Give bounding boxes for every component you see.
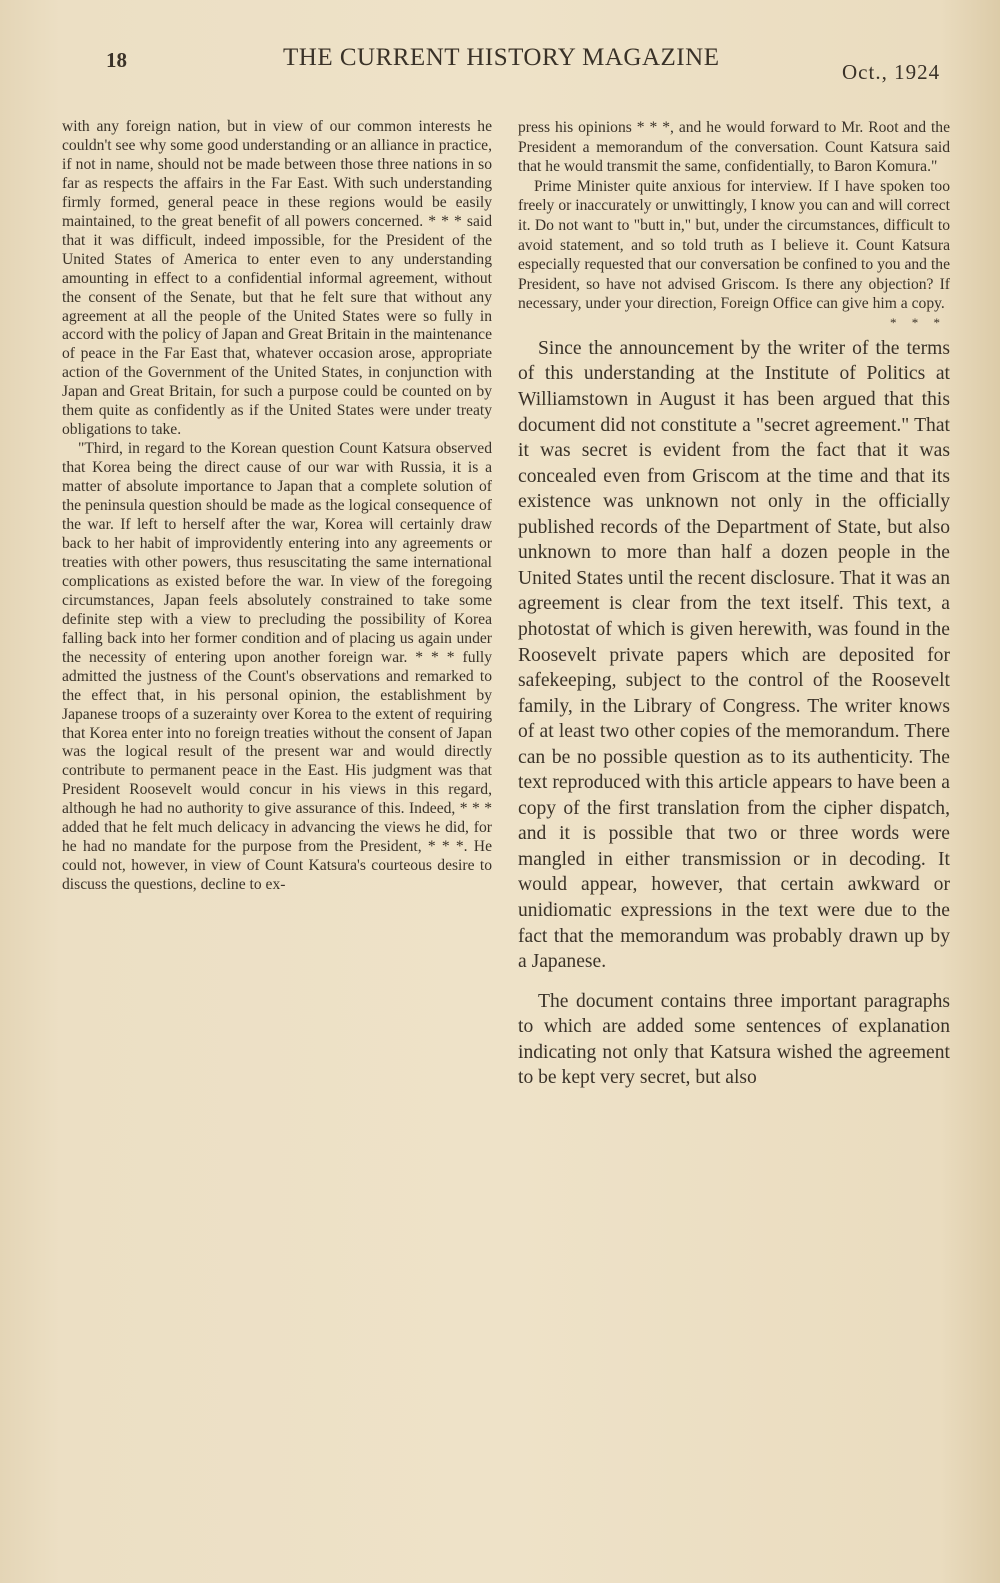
page-number: 18 bbox=[106, 48, 127, 72]
right-column bbox=[518, 118, 950, 1091]
issue-date: Oct., 1924 bbox=[842, 60, 941, 84]
section-break-asterisks: * * * bbox=[890, 314, 946, 330]
page-header bbox=[0, 40, 1000, 90]
quote-paragraph-2: Prime Minister quite anxious for interview. If I have spoken too freely or inaccurately or unwittingly, I know you can and will correct it. Do not want to "butt in," but, under the circumstances, difficult to avoid statement, and so told truth as I believe it. Count Katsura especially requested that our conversation be confined to you and the President, so have not advised Griscom. Is there any objection? If necessary, under your direction, Foreign Office can give him a copy. bbox=[518, 177, 950, 313]
quote-paragraph-1: press his opinions * * *, and he would forward to Mr. Root and the President a memorandum of the conversation. Count Katsura said that he would transmit the same, confidentially, to Baron Komura." bbox=[518, 119, 950, 176]
magazine-title: THE CURRENT HISTORY MAGAZINE bbox=[283, 44, 720, 71]
left-column bbox=[62, 118, 492, 895]
article-paragraph-1: Since the announcement by the writer of the terms of this understanding at the Institute of Politics at Williamstown in August it has been argued that this document did not constitute a "secret agreement." That it was secret is evident from the fact that it was concealed even from Griscom at the time and that its existence was unknown not only in the officially published records of the Department of State, but also unknown to more than half a dozen people in the United States until the recent disclosure. That it was an agreement is clear from the text itself. This text, a photostat of which is given herewith, was found in the Roosevelt private papers which are deposited for safekeeping, subject to the control of the Roosevelt family, in the Library of Congress. The writer knows of at least two other copies of the memorandum. There can be no possible question as to its authenticity. The text reproduced with this article appears to have been a copy of the first translation from the cipher dispatch, and it is possible that two or three words were mangled in either transmission or in decoding. It would appear, however, that certain awkward or unidiomatic expressions in the text were due to the fact that the memorandum was probably drawn up by a Japanese. bbox=[518, 337, 950, 973]
left-paragraph-1: with any foreign nation, but in view of our common interests he couldn't see why some good understanding or an alliance in practice, if not in name, should not be made between those three nations in so far as respects the affairs in the Far East. With such understanding firmly formed, general peace in these regions would be easily maintained, to the great benefit of all powers concerned. * * * said that it was difficult, indeed impossible, for the President of the United States of America to enter even to any understanding amounting in effect to a confidential informal agreement, without the consent of the Senate, but that he felt sure that without any agreement at all the people of the United States were so fully in accord with the policy of Japan and Great Britain in the maintenance of peace in the Far East that, whatever occasion arose, appropriate action of the Government of the United States, in conjunction with Japan and Great Britain, for such a purpose could be counted on by them quite as confidently as if the United States were under treaty obligations to take. bbox=[62, 118, 492, 439]
article-paragraph-2: The document contains three important paragraphs to which are added some sentences of explanation indicating not only that Katsura wished the agreement to be kept very secret, but also bbox=[518, 990, 950, 1089]
left-paragraph-2: "Third, in regard to the Korean question Count Katsura observed that Korea being the direct cause of our war with Russia, it is a matter of absolute importance to Japan that a complete solution of the peninsula question should be made as the logical consequence of the war. If left to herself after the war, Korea will certainly draw back to her habit of improvidently entering into any agreements or treaties with other powers, thus resuscitating the same international complications as existed before the war. In view of the foregoing circumstances, Japan feels absolutely constrained to take some definite step with a view to precluding the possibility of Korea falling back into her former condition and of placing us again under the necessity of entering upon another foreign war. * * * fully admitted the justness of the Count's observations and remarked to the effect that, in his personal opinion, the establishment by Japanese troops of a suzerainty over Korea to the extent of requiring that Korea enter into no foreign treaties without the consent of Japan was the logical result of the present war and would directly contribute to permanent peace in the East. His judgment was that President Roosevelt would concur in his views in this regard, although he had no authority to give assurance of this. Indeed, * * * added that he felt much delicacy in advancing the views he did, for he had no mandate for the purpose from the President, * * *. He could not, however, in view of Count Katsura's courteous desire to discuss the questions, decline to ex- bbox=[62, 440, 492, 894]
